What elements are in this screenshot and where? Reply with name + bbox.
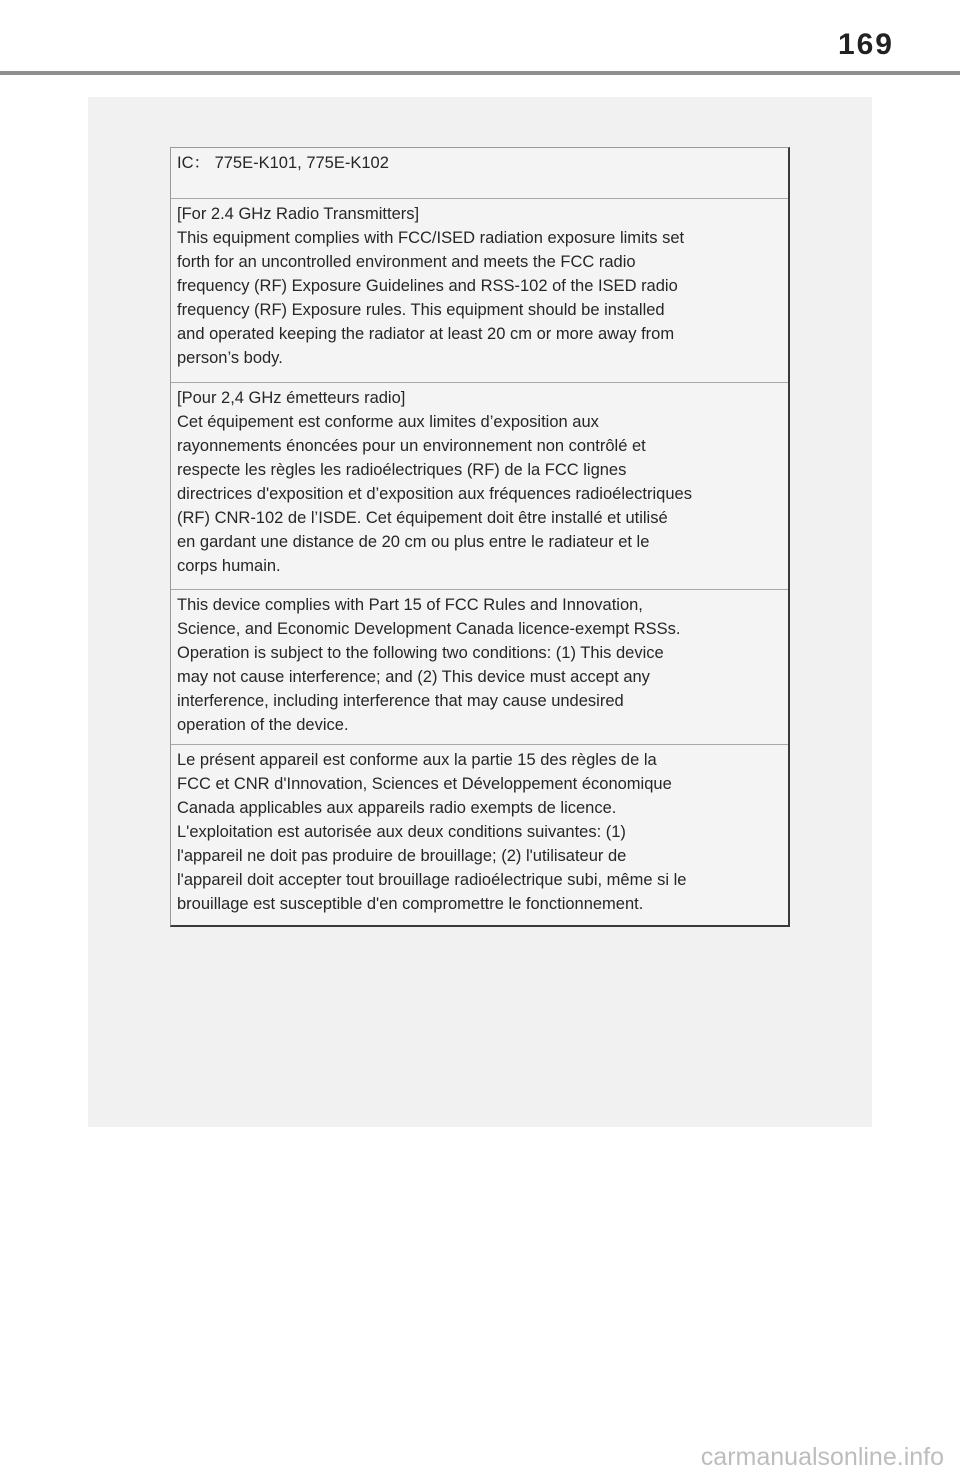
regulatory-notice-table — [170, 147, 790, 927]
page-number: 169 — [837, 28, 894, 61]
header-divider — [0, 71, 960, 75]
fcc-part15-english-row: This device complies with Part 15 of FCC Rules and Innovation, Science, and Economic Development Canada licence-exempt RSSs. Operation is subject to the following two conditions: (1) This device may not cause interference; and (2) This device must accept any interference, including interference that may cause undesired operation of the device. — [171, 590, 788, 745]
rf-exposure-english-row: [For 2.4 GHz Radio Transmitters] This equipment complies with FCC/ISED radiation exposure limits set forth for an uncontrolled environment and meets the FCC radio frequency (RF) Exposure Guidelines and RSS-102 of the ISED radio frequency (RF) Exposure rules. This equipment should be installed and operated keeping the radiator at least 20 cm or more away from person’s body. — [171, 199, 788, 383]
fcc-part15-french-row: Le présent appareil est conforme aux la partie 15 des règles de la FCC et CNR d'Innovation, Sciences et Développement économique Canada applicables aux appareils radio exempts de licence. L'exploitation est autorisée aux deux conditions suivantes: (1) l'appareil ne doit pas produire de brouillage; (2) l'utilisateur de l'appareil doit accepter tout brouillage radioélectrique subi, même si le brouillage est susceptible d'en compromettre le fonctionnement. — [177, 751, 687, 913]
site-watermark[interactable]: carmanualsonline.info — [700, 1443, 944, 1471]
rf-exposure-french-row: [Pour 2,4 GHz émetteurs radio] Cet équipement est conforme aux limites d’exposition aux rayonnements énoncées pour un environnement non contrôlé et respecte les règles les radioélectriques (RF) de la FCC lignes directrices d'exposition et d’exposition aux fréquences radioélectriques (RF) CNR-102 de l’ISDE. Cet équipement doit être installé et utilisé en gardant une distance de 20 cm ou plus entre le radiateur et le corps humain. — [171, 383, 788, 590]
ic-certification-row: IC： 775E-K101, 775E-K102 — [171, 148, 788, 199]
